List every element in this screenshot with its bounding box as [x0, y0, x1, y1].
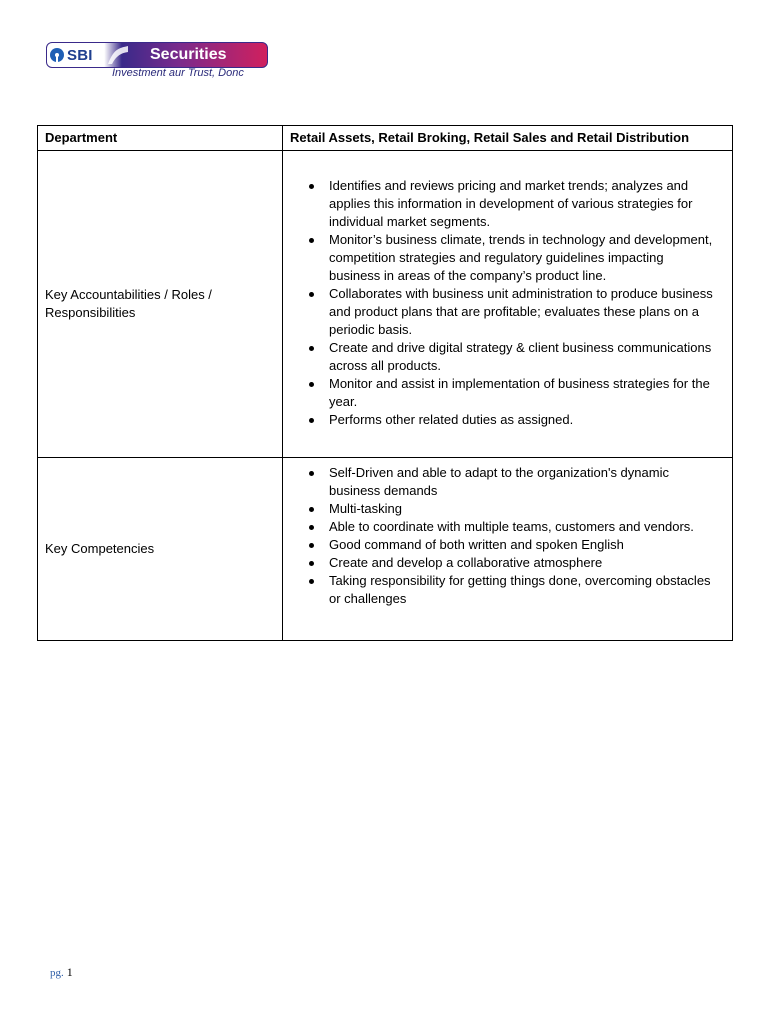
- logo-brand: SBI: [67, 46, 93, 64]
- sbi-securities-logo: [46, 42, 270, 82]
- competencies-label: Key Competencies: [38, 458, 283, 641]
- competencies-list: [311, 464, 718, 608]
- logo-name: Securities: [150, 46, 227, 63]
- list-item: Multi-tasking: [329, 500, 718, 518]
- job-description-table: [37, 125, 733, 641]
- page-number: [50, 965, 73, 980]
- sbi-emblem-icon: [50, 48, 64, 62]
- logo-tagline: Investment aur Trust, Donc: [112, 67, 244, 79]
- page-prefix: pg.: [50, 967, 64, 979]
- list-item: Create and develop a collaborative atmosphere: [329, 554, 718, 572]
- list-item: Performs other related duties as assigned.: [329, 411, 718, 429]
- department-value: Retail Assets, Retail Broking, Retail Sales and Retail Distribution: [283, 126, 733, 151]
- list-item: Taking responsibility for getting things done, overcoming obstacles or challenges: [329, 572, 718, 608]
- list-item: Able to coordinate with multiple teams, customers and vendors.: [329, 518, 718, 536]
- list-item: Create and drive digital strategy & client business communications across all products.: [329, 339, 718, 375]
- list-item: Collaborates with business unit administration to produce business and product plans that are profitable; evaluates these plans on a periodic basis.: [329, 285, 718, 339]
- accountabilities-label: Key Accountabilities / Roles / Responsibilities: [38, 151, 283, 458]
- accountabilities-list: [311, 177, 718, 429]
- table-header-row: [38, 126, 733, 151]
- list-item: Identifies and reviews pricing and market trends; analyzes and applies this information in development of various strategies for individual market segments.: [329, 177, 718, 231]
- table-row-accountabilities: [38, 151, 733, 458]
- page-number-value: 1: [66, 965, 73, 979]
- list-item: Monitor and assist in implementation of business strategies for the year.: [329, 375, 718, 411]
- competencies-cell: [283, 458, 733, 641]
- department-label: Department: [38, 126, 283, 151]
- list-item: Self-Driven and able to adapt to the organization's dynamic business demands: [329, 464, 718, 500]
- logo-swoosh-icon: [106, 44, 130, 66]
- list-item: Good command of both written and spoken English: [329, 536, 718, 554]
- list-item: Monitor’s business climate, trends in technology and development, competition strategies and regulatory guidelines impacting business in areas of the company’s product line.: [329, 231, 718, 285]
- accountabilities-cell: [283, 151, 733, 458]
- logo-sbi-group: [50, 45, 93, 65]
- table-row-competencies: [38, 458, 733, 641]
